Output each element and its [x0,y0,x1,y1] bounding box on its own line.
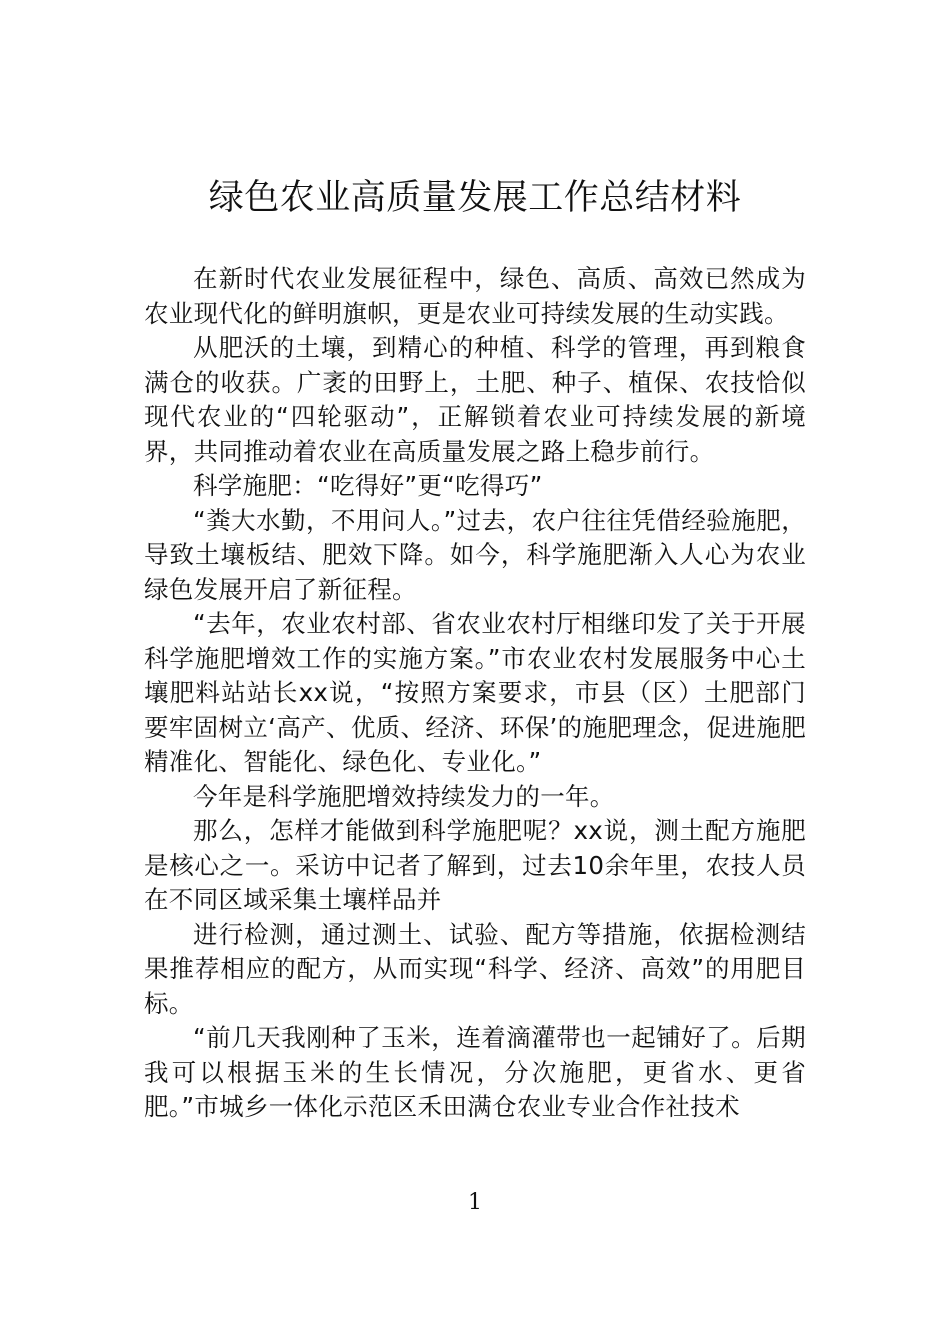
paragraph-past-experience: “粪大水勤，不用问人。”过去，农户往往凭借经验施肥，导致土壤板结、肥效下降。如今，科学施肥渐入人心为农业绿色发展开启了新征程。 [144,505,806,604]
paragraph-this-year: 今年是科学施肥增效持续发力的一年。 [193,781,615,811]
paragraph-policy-quote: “去年，农业农村部、省农业农村厅相继印发了关于开展科学施肥增效工作的实施方案。”市农业农村发展服务中心土壤肥料站站长xx说，“按照方案要求，市县（区）土肥部门要牢固树立‘高产、优质、经济、环保’的施肥理念，促进施肥精准化、智能化、绿色化、专业化。” [144,609,806,776]
section-heading-scientific-fertilization: 科学施肥：“吃得好”更“吃得巧” [193,471,543,500]
paragraph-farmer-quote: “前几天我刚种了玉米，连着滴灌带也一起铺好了。后期我可以根据玉米的生长情况，分次施肥，更省水、更省肥。”市城乡一体化示范区禾田满仓农业专业合作社技术 [144,1023,806,1121]
document-body [144,262,806,1125]
paragraph-fields: 从肥沃的土壤，到精心的种植、科学的管理，再到粮食满仓的收获。广袤的田野上，土肥、种子、植保、农技恰似现代农业的“四轮驱动”，正解锁着农业可持续发展的新境界，共同推动着农业在高质量发展之路上稳步前行。 [144,333,806,466]
paragraph-intro: 在新时代农业发展征程中，绿色、高质、高效已然成为农业现代化的鲜明旗帜，更是农业可持续发展的生动实践。 [144,264,806,328]
paragraph-soil-testing: 那么，怎样才能做到科学施肥呢？xx说，测土配方施肥是核心之一。采访中记者了解到，过去10余年里，农技人员在不同区域采集土壤样品并 [144,816,806,914]
document-title: 绿色农业高质量发展工作总结材料 [208,178,742,218]
page-number: 1 [468,1190,482,1215]
paragraph-testing-results: 进行检测，通过测土、试验、配方等措施，依据检测结果推荐相应的配方，从而实现“科学、经济、高效”的用肥目标。 [144,919,806,1018]
